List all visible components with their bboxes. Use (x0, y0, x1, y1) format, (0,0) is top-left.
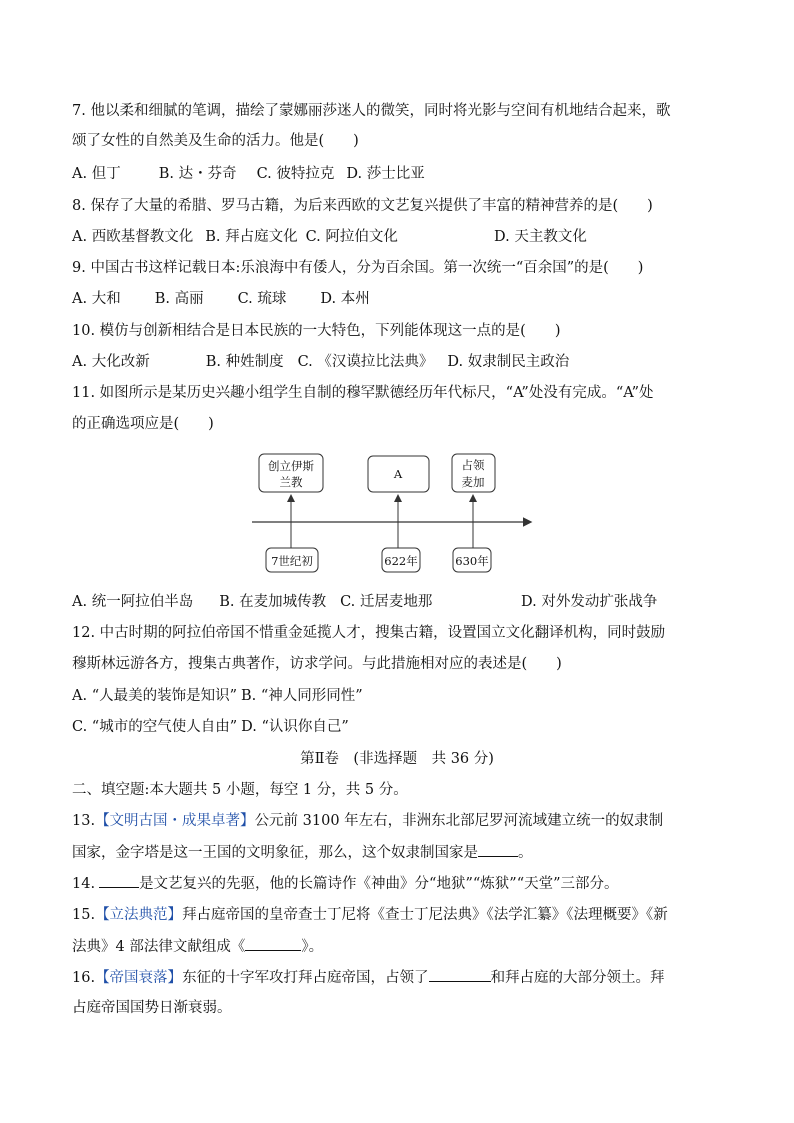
q12-option-a: A. “人最美的装饰是知识” (72, 688, 238, 704)
q9-option-c: C. 琉球 (237, 291, 287, 307)
q7-stem-line2: 颂了女性的自然美及生命的活力。他是( ) (72, 133, 359, 149)
q16-number: 16. (72, 970, 96, 986)
q8-option-c: C. 阿拉伯文化 (305, 229, 398, 245)
q14-number: 14. (72, 876, 96, 892)
event-box-founding-islam-line2: 兰教 (279, 475, 303, 489)
q8-options (72, 227, 398, 247)
q10-option-a: A. 大化改新 (72, 354, 150, 370)
date-label-630: 630年 (455, 554, 489, 568)
q7-option-a: A. 但丁 (72, 166, 121, 182)
q15-answer-blank[interactable] (245, 936, 301, 951)
q11-stem-line1: 11. 如图所示是某历史兴趣小组学生自制的穆罕默德经历年代标尺，“A”处没有完成。“A”处 (72, 385, 654, 401)
q13-tag: 【文明古国・成果卓著】 (95, 813, 255, 829)
q8-option-d: D. 天主教文化 (494, 229, 587, 245)
q16-answer-blank[interactable] (429, 967, 491, 982)
q15-line1 (72, 905, 668, 925)
q11-option-c: C. 迁居麦地那 (340, 594, 433, 610)
q9-stem: 9. 中国古书这样记载日本:乐浪海中有倭人，分为百余国。第一次统一“百余国”的是( ) (72, 260, 644, 276)
q16-text1: 东征的十字军攻打拜占庭帝国，占领了 (182, 970, 429, 986)
q16-line1 (72, 967, 665, 988)
event-box-a-label: A (393, 467, 403, 481)
q11-option-d: D. 对外发动扩张战争 (521, 594, 658, 610)
q15-line2 (72, 936, 323, 957)
q8-option-b: B. 拜占庭文化 (205, 229, 298, 245)
section2-title: 第Ⅱ卷 (非选择题 共 36 分) (300, 751, 494, 767)
q7-options (72, 164, 425, 184)
q11-timeline-diagram (0, 450, 794, 580)
q13-text2-end: 。 (518, 845, 533, 861)
q8-stem: 8. 保存了大量的希腊、罗马古籍，为后来西欧的文艺复兴提供了丰富的精神营养的是( ) (72, 198, 653, 214)
q7-option-d: D. 莎士比亚 (346, 166, 425, 182)
q13-text2: 国家，金字塔是这一王国的文明象征，那么，这个奴隶制国家是 (72, 845, 478, 861)
q14-text: 是文艺复兴的先驱，他的长篇诗作《神曲》分“地狱”“炼狱”“天堂”三部分。 (139, 876, 619, 892)
q10-options (72, 352, 569, 372)
q15-text2: 法典》4 部法律文献组成《 (72, 939, 246, 955)
q11-options (72, 592, 432, 612)
q10-stem: 10. 模仿与创新相结合是日本民族的一大特色，下列能体现这一点的是( ) (72, 323, 561, 339)
q13-line2 (72, 842, 533, 863)
q10-option-c: C. 《汉谟拉比法典》 (297, 354, 434, 370)
event-box-occupy-mecca-line2: 麦加 (461, 475, 485, 489)
q12-options-row1 (72, 686, 363, 706)
q12-option-c: C. “城市的空气使人自由” (72, 719, 238, 735)
q12-stem-line1: 12. 中古时期的阿拉伯帝国不惜重金延揽人才，搜集古籍，设置国立文化翻译机构，同时鼓励 (72, 625, 666, 641)
q15-text1: 拜占庭帝国的皇帝查士丁尼将《查士丁尼法典》《法学汇纂》《法理概要》《新 (182, 907, 668, 923)
section2-instructions: 二、填空题:本大题共 5 小题，每空 1 分，共 5 分。 (72, 782, 408, 798)
q11-option-a: A. 统一阿拉伯半岛 (72, 594, 194, 610)
q11-option-b: B. 在麦加城传教 (219, 594, 327, 610)
q16-line2: 占庭帝国国势日渐衰弱。 (72, 1000, 232, 1016)
q9-option-b: B. 高丽 (154, 291, 204, 307)
q13-answer-blank[interactable] (478, 842, 518, 857)
q12-option-b: B. “神人同形同性” (241, 688, 363, 704)
date-label-622: 622年 (384, 554, 418, 568)
q12-stem-line2: 穆斯林远游各方，搜集古典著作，访求学问。与此措施相对应的表述是( ) (72, 656, 562, 672)
q7-stem-line1: 7. 他以柔和细腻的笔调，描绘了蒙娜丽莎迷人的微笑，同时将光影与空间有机地结合起来，歌 (72, 103, 671, 119)
q14-answer-blank[interactable] (99, 873, 139, 888)
q13-number: 13. (72, 813, 96, 829)
q9-option-a: A. 大和 (72, 291, 121, 307)
event-box-occupy-mecca-line1: 占领 (461, 458, 485, 472)
q13-line1 (72, 811, 663, 831)
q11-stem-line2: 的正确选项应是( ) (72, 416, 214, 432)
q10-option-d: D. 奴隶制民主政治 (447, 354, 570, 370)
q10-option-b: B. 种姓制度 (205, 354, 284, 370)
q12-options-row2 (72, 717, 349, 737)
q7-option-c: C. 彼特拉克 (256, 166, 335, 182)
q15-tag: 【立法典范】 (95, 907, 183, 923)
q16-tag: 【帝国衰落】 (95, 970, 183, 986)
q16-text1-end: 和拜占庭的大部分领土。拜 (490, 970, 665, 986)
date-label-7th-century: 7世纪初 (271, 554, 313, 568)
q7-option-b: B. 达・芬奇 (158, 166, 237, 182)
q15-number: 15. (72, 907, 96, 923)
q8-option-a: A. 西欧基督教文化 (72, 229, 194, 245)
q15-text2-end: 》。 (301, 939, 324, 955)
q12-option-d: D. “认识你自己” (241, 719, 349, 735)
q14-line (72, 873, 619, 894)
event-box-founding-islam-line1: 创立伊斯 (268, 459, 314, 473)
q9-options (72, 289, 370, 309)
q9-option-d: D. 本州 (320, 291, 370, 307)
q13-text1: 公元前 3100 年左右，非洲东北部尼罗河流域建立统一的奴隶制 (254, 813, 664, 829)
